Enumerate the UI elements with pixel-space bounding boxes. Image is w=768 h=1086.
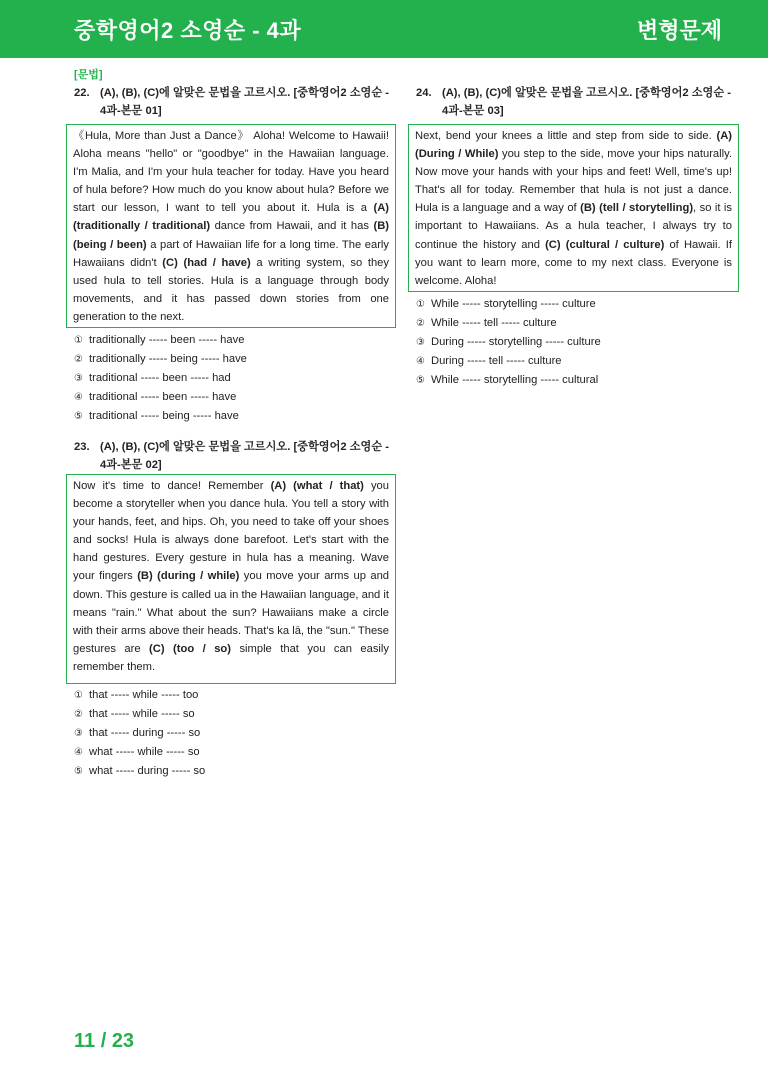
passage-text: Now it's time to dance! Remember: [73, 480, 271, 492]
choice-1[interactable]: ① While ----- storytelling ----- culture: [416, 298, 596, 310]
blank-a: (A) (During / While): [415, 130, 732, 161]
question-number: 23.: [74, 441, 90, 453]
passage-text: dance from Hawaii, and it has: [210, 220, 374, 233]
choice-2[interactable]: ② that ----- while ----- so: [74, 708, 195, 721]
choice-3[interactable]: ③ traditional ----- been ----- had: [74, 372, 231, 385]
question-text-line2: 4과-본문 03]: [442, 105, 504, 117]
question-23-stem: [74, 438, 394, 478]
passage-text: , so it is important to Hawaiians. As a hula teacher, I always try to continue the history and: [415, 202, 733, 251]
passage-box-23: [66, 474, 396, 684]
page-header: [0, 0, 768, 58]
passage-text: of Hawaii. If you want to learn more, come to my next class. Everyone is welcome. Aloha!: [415, 238, 732, 287]
question-text-line1: (A), (B), (C)에 알맞은 문법을 고르시오. [중학영어2 소영순 -: [442, 87, 731, 99]
choice-4[interactable]: ④ traditional ----- been ----- have: [74, 391, 237, 404]
passage-text: 《Hula, More than Just a Dance》 Aloha! Welcome to Hawaii! Aloha means "hello" or "goodbye" in the Hawaiian language. I'm Malia, and I'm your hula teacher for today. Have you heard of hula before? How much do you know about hula? Before we start our lesson, I want to tell you about it. Hula is a: [73, 130, 389, 215]
header-title: 중학영어2 소영순 - 4과: [74, 18, 302, 43]
choice-2[interactable]: ② While ----- tell ----- culture: [416, 317, 557, 330]
passage-text: you become a storyteller when you dance hula. You tell a story with your hands, feet, and hips. Oh, you need to take off your shoes and socks! Hula is always done barefoot. Let's start with the hand gestures. Every gesture in hula has a meaning. Wave your fingers: [73, 480, 389, 583]
page-number: 11 / 23: [74, 1030, 135, 1052]
question-text-line2: 4과-본문 01]: [100, 105, 162, 117]
choices-22: [74, 331, 247, 426]
choices-24: [416, 295, 601, 390]
blank-c: (C) (too / so): [149, 642, 231, 655]
passage-text: a writing system, so they used hula to tell stories. Hula is a language through body movements, and it has passed down stories from one generation to the next.: [73, 256, 389, 323]
blank-a: (A) (traditionally / traditional): [73, 202, 389, 233]
choice-5[interactable]: ⑤ what ----- during ----- so: [74, 765, 206, 778]
choice-3[interactable]: ③ During ----- storytelling ----- culture: [416, 336, 601, 349]
question-24-stem: [416, 84, 736, 124]
question-text-line1: (A), (B), (C)에 알맞은 문법을 고르시오. [중학영어2 소영순 -: [100, 87, 389, 99]
question-22-stem: [74, 84, 394, 124]
blank-b: (B) (being / been): [73, 220, 389, 251]
passage-text: Next, bend your knees a little and step from side to side.: [415, 130, 717, 142]
choice-5[interactable]: ⑤ While ----- storytelling ----- cultural: [416, 374, 599, 387]
choice-2[interactable]: ② traditionally ----- being ----- have: [74, 353, 247, 366]
blank-c: (C) (cultural / culture): [545, 238, 665, 251]
passage-text: you move your arms up and down. This gesture is called ua in the Hawaiian language, and it means "rain." What about the sun? Hawaiians make a circle with their arms above their heads. That's ka lā, the "sun." These gestures are: [73, 570, 390, 655]
section-tag: [문법]: [74, 69, 103, 81]
question-text-line1: (A), (B), (C)에 알맞은 문법을 고르시오. [중학영어2 소영순 -: [100, 441, 389, 453]
choice-4[interactable]: ④ During ----- tell ----- culture: [416, 355, 562, 368]
question-number: 22.: [74, 87, 90, 99]
choice-1[interactable]: ① traditionally ----- been ----- have: [74, 334, 245, 346]
passage-box-22: [66, 124, 396, 328]
passage-text: a part of Hawaiian life for a long time. The early Hawaiians didn't: [73, 238, 390, 269]
passage-box-24: [408, 124, 739, 292]
choice-5[interactable]: ⑤ traditional ----- being ----- have: [74, 410, 239, 423]
passage-text: you step to the side, move your hips naturally. Now move your hands with your hips and feet! Well, time's up! That's all for today. Remember that hula is not just a dance. Hula is a language and a way of: [415, 148, 732, 215]
blank-a: (A) (what / that): [270, 480, 364, 492]
passage-text: simple that you can easily remember them.: [73, 642, 389, 673]
question-text-line2: 4과-본문 02]: [100, 459, 162, 471]
blank-c: (C) (had / have): [162, 256, 251, 269]
choices-23: [74, 686, 205, 781]
choice-4[interactable]: ④ what ----- while ----- so: [74, 746, 200, 759]
choice-1[interactable]: ① that ----- while ----- too: [74, 689, 199, 701]
header-category: 변형문제: [636, 18, 722, 43]
question-number: 24.: [416, 87, 432, 99]
choice-3[interactable]: ③ that ----- during ----- so: [74, 727, 201, 740]
blank-b: (B) (during / while): [137, 570, 240, 583]
blank-b: (B) (tell / storytelling): [580, 202, 694, 215]
